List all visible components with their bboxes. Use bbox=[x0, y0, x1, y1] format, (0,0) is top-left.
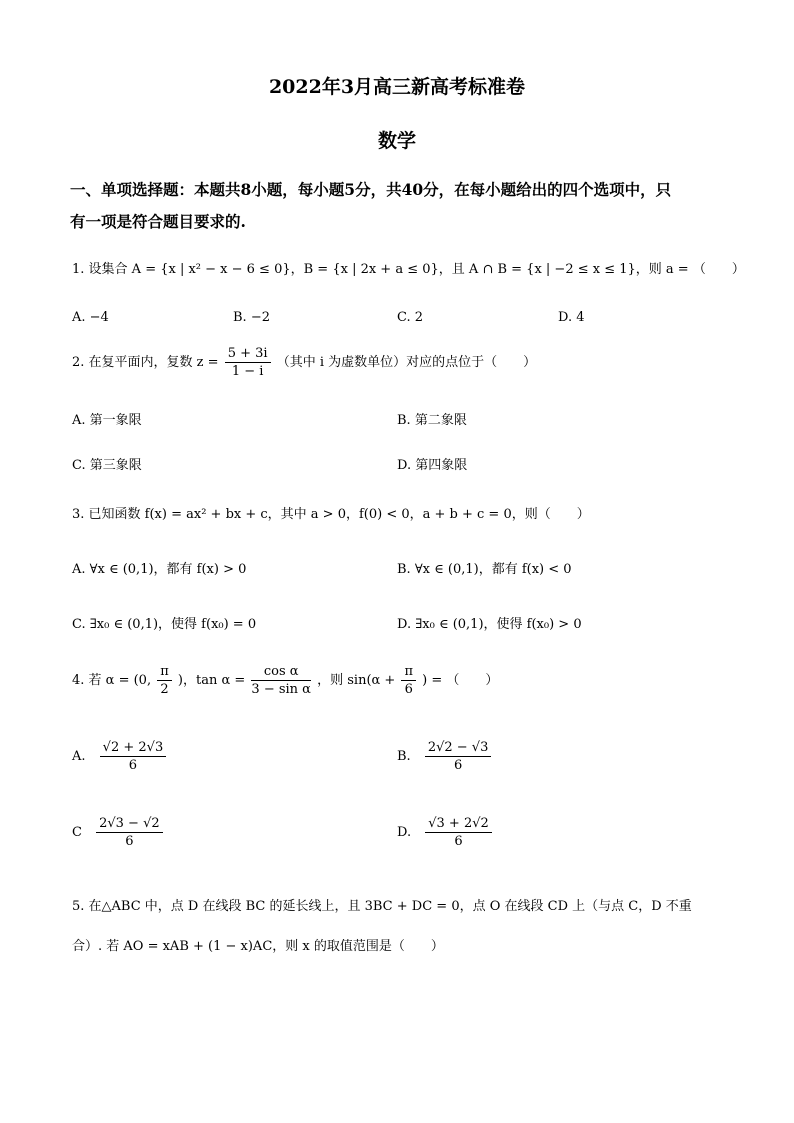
q4-stem-b: )，tan α = bbox=[177, 673, 246, 688]
q4-option-d bbox=[397, 816, 494, 849]
section-heading-line1: 一、单项选择题：本题共8小题，每小题5分，共40分，在每小题给出的四个选项中，只 bbox=[70, 180, 672, 199]
q2-option-c: C. 第三象限 bbox=[72, 458, 142, 473]
q4-stem-a: 4. 若 α = (0, bbox=[72, 673, 152, 688]
q2-frac-den: 1 − i bbox=[231, 364, 264, 379]
q4-option-b-label: B. bbox=[397, 749, 411, 764]
q4-option-c-frac bbox=[96, 816, 163, 849]
q4-option-a-den: 6 bbox=[128, 758, 138, 773]
q2-frac-num: 5 + 3i bbox=[225, 346, 271, 363]
section-heading-line2: 有一项是符合题目要求的. bbox=[70, 212, 246, 231]
q4-option-b-num: 2√2 − √3 bbox=[425, 740, 492, 757]
q3-option-c: C. ∃x₀ ∈ (0,1)，使得 f(x₀) = 0 bbox=[72, 617, 257, 632]
q4-frac3-num: π bbox=[401, 664, 416, 681]
question-5-line1: 5. 在△ABC 中，点 D 在线段 BC 的延长线上，且 3BC + DC = 0，点 O 在线段 CD 上（与点 C，D 不重 bbox=[72, 899, 692, 914]
question-2-stem bbox=[72, 346, 536, 379]
q4-option-c-label: C bbox=[72, 825, 82, 840]
q1-option-a: A. −4 bbox=[72, 310, 109, 325]
q4-option-d-frac bbox=[425, 816, 492, 849]
question-3-stem: 3. 已知函数 f(x) = ax² + bx + c，其中 a > 0，f(0) < 0，a + b + c = 0，则（ ） bbox=[72, 507, 590, 522]
q3-option-a: A. ∀x ∈ (0,1)，都有 f(x) > 0 bbox=[72, 562, 247, 577]
q4-frac2-den: 3 − sin α bbox=[251, 682, 311, 697]
q1-option-d: D. 4 bbox=[558, 310, 585, 325]
q4-fraction-2 bbox=[251, 664, 311, 697]
q4-frac1-num: π bbox=[157, 664, 172, 681]
q4-option-d-label: D. bbox=[397, 825, 412, 840]
q4-option-d-num: √3 + 2√2 bbox=[425, 816, 492, 833]
q4-option-a-label: A. bbox=[72, 749, 86, 764]
q4-frac3-den: 6 bbox=[404, 682, 413, 697]
q4-fraction-1 bbox=[157, 664, 172, 697]
q4-fraction-3 bbox=[401, 664, 416, 697]
q3-option-b: B. ∀x ∈ (0,1)，都有 f(x) < 0 bbox=[397, 562, 572, 577]
q4-option-b bbox=[397, 740, 493, 773]
q4-option-d-den: 6 bbox=[454, 834, 463, 849]
q4-option-c-num: 2√3 − √2 bbox=[96, 816, 163, 833]
q1-option-b: B. −2 bbox=[233, 310, 270, 325]
q2-option-d: D. 第四象限 bbox=[397, 458, 468, 473]
question-4-stem bbox=[72, 664, 498, 697]
q4-frac1-den: 2 bbox=[160, 682, 169, 697]
q4-option-a-num: √2 + 2√3 bbox=[100, 740, 167, 757]
q2-stem-suffix: （其中 i 为虚数单位）对应的点位于（ ） bbox=[276, 355, 537, 370]
q3-option-d: D. ∃x₀ ∈ (0,1)，使得 f(x₀) > 0 bbox=[397, 617, 582, 632]
q4-option-a-frac bbox=[100, 740, 167, 773]
q4-option-a bbox=[72, 740, 168, 773]
q2-option-a: A. 第一象限 bbox=[72, 413, 142, 428]
q2-fraction bbox=[225, 346, 271, 379]
q4-option-b-frac bbox=[425, 740, 492, 773]
question-1-stem: 1. 设集合 A = {x | x² − x − 6 ≤ 0}，B = {x | 2x + a ≤ 0}，且 A ∩ B = {x | −2 ≤ x ≤ 1}，则 a = （ ） bbox=[72, 262, 745, 277]
q4-option-c-den: 6 bbox=[125, 834, 134, 849]
q2-stem-prefix: 2. 在复平面内，复数 z = bbox=[72, 355, 219, 370]
subject-title: 数学 bbox=[377, 130, 416, 152]
question-5-line2: 合）. 若 AO = xAB + (1 − x)AC，则 x 的取值范围是（ ） bbox=[72, 939, 444, 954]
q1-option-c: C. 2 bbox=[397, 310, 424, 325]
page-title: 2022年3月高三新高考标准卷 bbox=[268, 76, 526, 98]
q4-stem-c: ，则 sin(α + bbox=[317, 673, 396, 688]
q4-option-b-den: 6 bbox=[453, 758, 463, 773]
q4-frac2-num: cos α bbox=[251, 664, 311, 681]
q2-option-b: B. 第二象限 bbox=[397, 413, 467, 428]
q4-option-c bbox=[72, 816, 165, 849]
q4-stem-d: ) = （ ） bbox=[422, 673, 499, 688]
